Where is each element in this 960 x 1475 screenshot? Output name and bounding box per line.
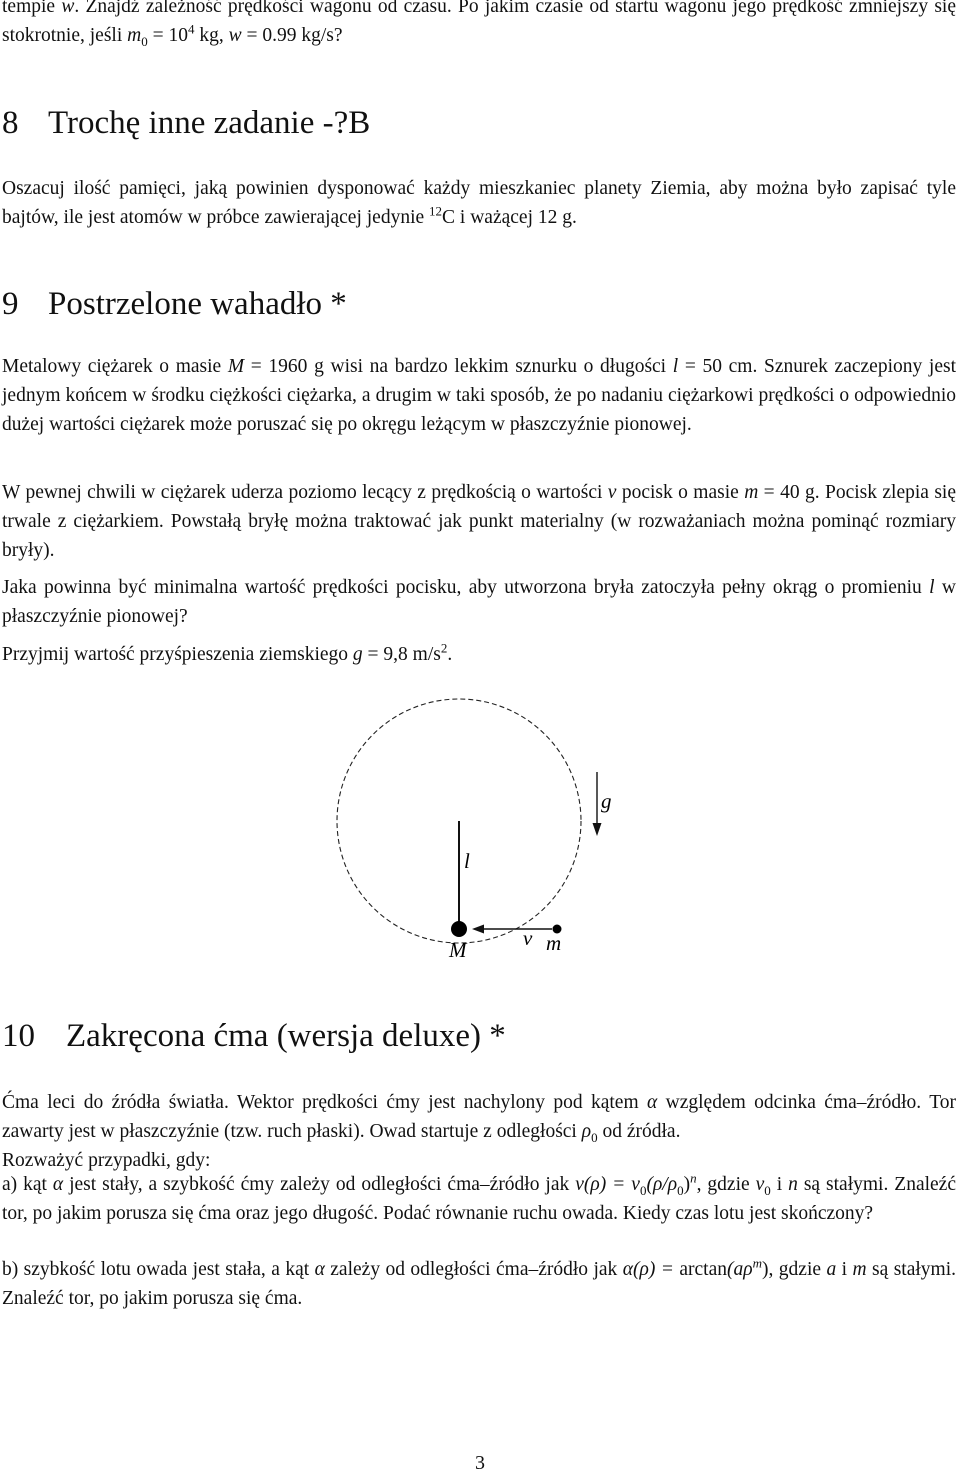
paragraph-text: od źródła.	[597, 1121, 681, 1142]
math-l: l	[929, 577, 935, 598]
math-sub: 0	[677, 1182, 684, 1198]
math-v: v	[755, 1174, 765, 1195]
math-sup: 12	[429, 203, 443, 219]
paragraph-text: , gdzie	[696, 1174, 756, 1195]
math-eq: = 1960	[244, 356, 308, 377]
section-10-paragraph-1	[2, 1088, 956, 1146]
math-m: m	[127, 25, 142, 46]
section-title: Trochę inne zadanie -?B	[48, 105, 371, 141]
section-title: Postrzelone wahadło *	[48, 286, 347, 322]
paragraph-text: m/s	[407, 644, 441, 665]
label-l: l	[464, 849, 470, 873]
math-sup: 4	[187, 21, 195, 37]
math-alpha: α	[52, 1174, 64, 1195]
math-M: M	[227, 356, 245, 377]
math-eq: = 9,8	[362, 644, 408, 665]
math-formula: )	[683, 1174, 691, 1195]
math-sub: 0	[591, 1129, 598, 1145]
intro-text: kg/s?	[296, 25, 343, 46]
label-v: v	[523, 926, 533, 950]
math-eq: = 40	[758, 482, 800, 503]
paragraph-text: pocisk o masie	[616, 482, 745, 503]
velocity-arrowhead	[472, 925, 484, 934]
intro-text: . Znajdź zależność prędkości wagonu od czasu. Po jakim czasie od startu wagonu jego prędkość zmniejszy się stokrotnie, jeśli	[2, 0, 956, 46]
section-number: 9	[2, 286, 19, 322]
math-eq: = 50	[678, 356, 722, 377]
math-sup: m	[752, 1255, 762, 1271]
math-eq: = 0.99	[241, 25, 297, 46]
paragraph-text: jest stały, a szybkość ćmy zależy od odległości ćma–źródło jak	[63, 1174, 576, 1195]
paragraph-text: .	[447, 644, 453, 665]
math-w: w	[228, 25, 242, 46]
section-10-case-a	[2, 1170, 956, 1228]
intro-text: kg,	[194, 25, 229, 46]
paragraph-text: Ćma leci do źródła światła. Wektor prędkości ćmy jest nachylony pod kątem	[2, 1092, 647, 1113]
math-v: v	[607, 482, 617, 503]
label-M: M	[449, 938, 467, 962]
math-m: m	[852, 1259, 867, 1280]
section-10-case-b	[2, 1255, 956, 1313]
math-formula: (ρ/ρ	[646, 1174, 678, 1195]
math-formula: v(ρ) = v	[575, 1174, 640, 1195]
paragraph-text: , gdzie	[768, 1259, 827, 1280]
math-n: n	[788, 1174, 798, 1195]
math-formula: )	[762, 1259, 769, 1280]
math-a: a	[826, 1259, 837, 1280]
paragraph-text: Przyjmij wartość przyśpieszenia ziemskiego	[2, 644, 353, 665]
math-sup: 2	[440, 640, 448, 656]
math-rho: ρ	[581, 1121, 592, 1142]
math-formula: α(ρ) =	[622, 1259, 680, 1280]
paragraph-text: Rozważyć przypadki, gdy:	[2, 1150, 211, 1171]
math-alpha: α	[314, 1259, 325, 1280]
paragraph-text: są stałymi. Znaleźć tor, po jakim porusza się ćma.	[2, 1259, 957, 1309]
paragraph-text: C i ważącej 12 g.	[442, 207, 577, 228]
paragraph-text: a) kąt	[2, 1174, 53, 1195]
paragraph-text: g. Pocisk zlepia się trwale z ciężarkiem. Powstałą bryłę można traktować jak punkt materialny (w rozważaniach można pominąć rozmiary bryły).	[2, 482, 957, 561]
math-function: arctan	[679, 1259, 727, 1280]
paragraph-text: W pewnej chwili w ciężarek uderza poziomo lecący z prędkością o wartości	[2, 482, 608, 503]
paragraph-text: są stałymi. Znaleźć tor, po jakim porusza się ćma oraz jego długość. Podać równanie ruchu owada. Kiedy czas lotu jest skończony?	[2, 1174, 956, 1224]
paragraph-text: b) szybkość lotu owada jest stała, a kąt	[2, 1259, 315, 1280]
math-sub: 0	[639, 1182, 647, 1198]
paragraph-text: Jaka powinna być minimalna wartość prędkości pocisku, aby utworzona bryła zatoczyła pełny okrąg o promieniu	[2, 577, 930, 598]
math-w: w	[61, 0, 75, 17]
label-m: m	[546, 931, 562, 955]
math-g: g	[352, 644, 363, 665]
math-formula: (aρ	[727, 1259, 753, 1280]
paragraph-text: zależy od odległości ćma–źródło jak	[324, 1259, 623, 1280]
math-sup: n	[690, 1170, 697, 1186]
section-number: 10	[2, 1018, 35, 1054]
paragraph-text: i	[836, 1259, 853, 1280]
paragraph-text: Metalowy ciężarek o masie	[2, 356, 228, 377]
math-sub: 0	[764, 1182, 771, 1198]
paragraph-text: cm. Sznurek zaczepiony jest jednym końcem w środku ciężkości ciężarka, a drugim w taki sposób, że po nadaniu ciężarkowi prędkości o odpowiednio dużej wartości ciężarek może poruszać się po okręgu leżącym w płaszczyźnie pionowej.	[2, 356, 956, 435]
intro-text: tempie	[2, 0, 62, 17]
math-l: l	[672, 356, 679, 377]
paragraph-text: g wisi na bardzo lekkim sznurku o długości	[307, 356, 673, 377]
label-g: g	[601, 789, 612, 813]
gravity-arrowhead	[593, 823, 602, 836]
math-eq: = 10	[147, 25, 188, 46]
paragraph-text: w płaszczyźnie pionowej?	[2, 577, 956, 627]
section-number: 8	[2, 105, 19, 141]
math-m: m	[744, 482, 759, 503]
section-10-heading	[2, 1016, 506, 1056]
page-number: 3	[475, 1452, 485, 1474]
paragraph-text: względem odcinka ćma–źródło. Tor zawarty jest w płaszczyźnie (tzw. ruch płaski). Owad startuje z odległości	[2, 1092, 956, 1142]
paragraph-text: Oszacuj ilość pamięci, jaką powinien dysponować każdy mieszkaniec planety Ziemia, aby można było zapisać tyle bajtów, ile jest atomów w próbce zawierającej jedynie	[2, 178, 956, 228]
paragraph-text: i	[770, 1174, 789, 1195]
math-alpha: α	[647, 1092, 658, 1113]
section-title: Zakręcona ćma (wersja deluxe) *	[66, 1018, 506, 1054]
math-sub: 0	[141, 33, 148, 49]
weight-M	[451, 921, 467, 937]
